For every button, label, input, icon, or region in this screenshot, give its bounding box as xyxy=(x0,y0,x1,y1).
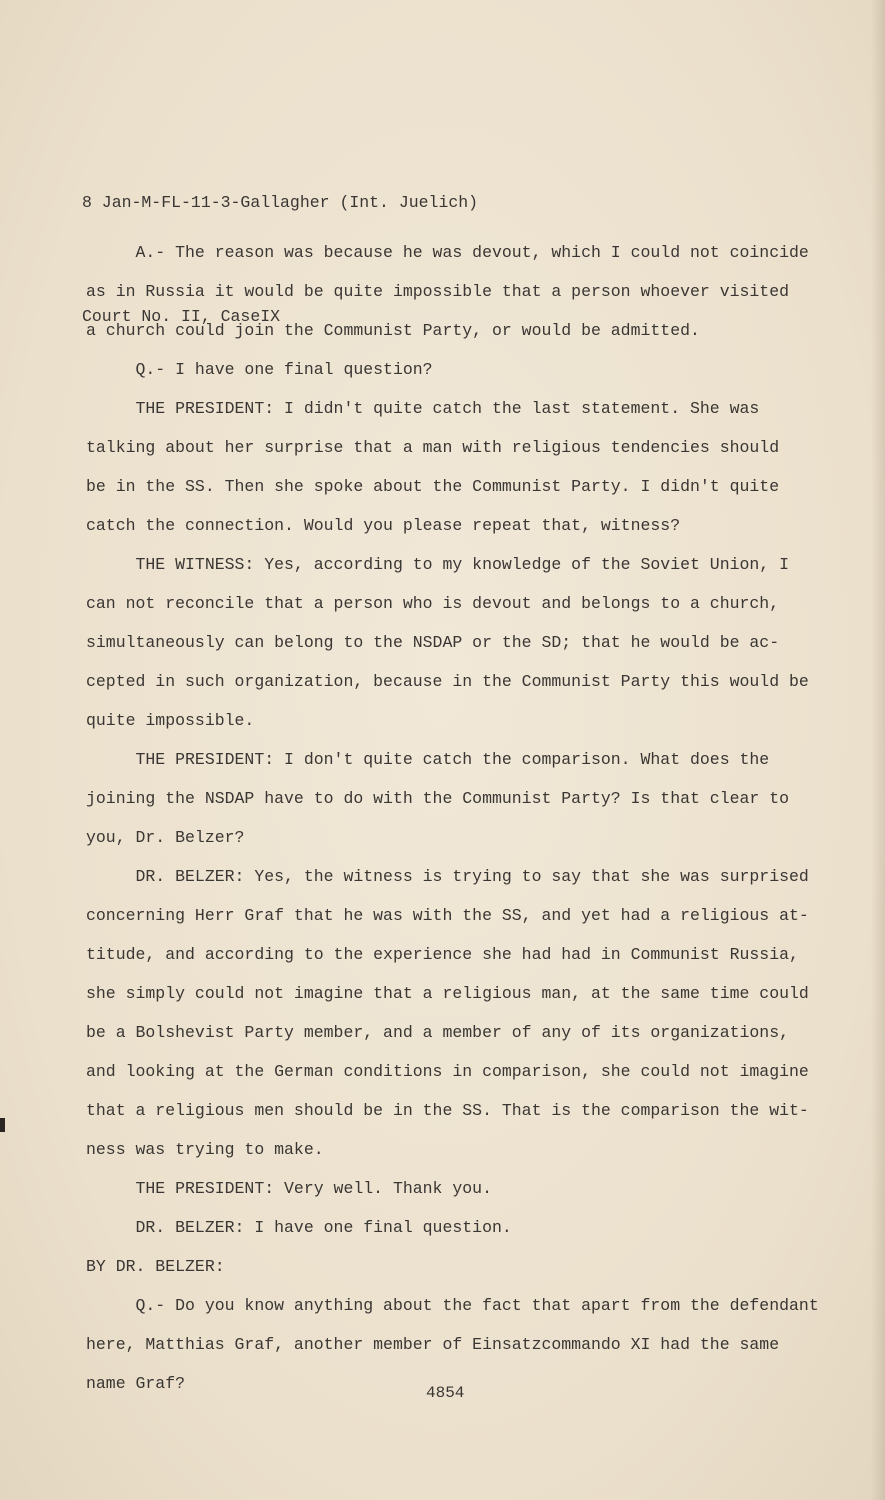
transcript-line: catch the connection. Would you please repeat that, witness? xyxy=(86,516,681,535)
transcript-line: ness was trying to make. xyxy=(86,1140,324,1159)
transcript-line: DR. BELZER: I have one final question. xyxy=(86,1218,512,1237)
transcript-line: here, Matthias Graf, another member of Einsatzcommando XI had the same xyxy=(86,1335,780,1354)
header-reference: 8 Jan-M-FL-11-3-Gallagher (Int. Juelich) xyxy=(82,193,479,212)
transcript-line: THE WITNESS: Yes, according to my knowledge of the Soviet Union, I xyxy=(86,555,790,574)
transcript-line: you, Dr. Belzer? xyxy=(86,828,245,847)
transcript-line: Q.- Do you know anything about the fact that apart from the defendant xyxy=(86,1296,819,1315)
transcript-line: quite impossible. xyxy=(86,711,255,730)
transcript-line: THE PRESIDENT: I didn't quite catch the last statement. She was xyxy=(86,399,760,418)
transcript-line: that a religious men should be in the SS. That is the comparison the wit- xyxy=(86,1101,809,1120)
page-number: 4854 xyxy=(426,1384,465,1402)
transcript-line: she simply could not imagine that a religious man, at the same time could xyxy=(86,984,809,1003)
transcript-line: can not reconcile that a person who is devout and belongs to a church, xyxy=(86,594,780,613)
transcript-line: name Graf? xyxy=(86,1374,186,1393)
transcript-line: titude, and according to the experience she had had in Communist Russia, xyxy=(86,945,799,964)
transcript-line: a church could join the Communist Party, or would be admitted. xyxy=(86,321,700,340)
transcript-line: as in Russia it would be quite impossible that a person whoever visited xyxy=(86,282,790,301)
binding-mark xyxy=(0,1118,5,1132)
transcript-line: be in the SS. Then she spoke about the Communist Party. I didn't quite xyxy=(86,477,780,496)
page-edge-shadow xyxy=(871,0,885,1500)
transcript-line: BY DR. BELZER: xyxy=(86,1257,225,1276)
transcript-line: and looking at the German conditions in comparison, she could not imagine xyxy=(86,1062,809,1081)
transcript-line: simultaneously can belong to the NSDAP or the SD; that he would be ac- xyxy=(86,633,780,652)
transcript-line: A.- The reason was because he was devout, which I could not coincide xyxy=(86,243,809,262)
transcript-line: talking about her surprise that a man with religious tendencies should xyxy=(86,438,780,457)
header-court: Court No. II, CaseIX xyxy=(82,307,281,326)
transcript-line: THE PRESIDENT: I don't quite catch the comparison. What does the xyxy=(86,750,770,769)
transcript-line: be a Bolshevist Party member, and a member of any of its organizations, xyxy=(86,1023,790,1042)
transcript-line: joining the NSDAP have to do with the Communist Party? Is that clear to xyxy=(86,789,790,808)
transcript-line: THE PRESIDENT: Very well. Thank you. xyxy=(86,1179,492,1198)
transcript-line: cepted in such organization, because in the Communist Party this would be xyxy=(86,672,809,691)
transcript-body xyxy=(86,233,819,1403)
transcript-line: concerning Herr Graf that he was with the SS, and yet had a religious at- xyxy=(86,906,809,925)
transcript-line: DR. BELZER: Yes, the witness is trying to say that she was surprised xyxy=(86,867,809,886)
transcript-line: Q.- I have one final question? xyxy=(86,360,433,379)
